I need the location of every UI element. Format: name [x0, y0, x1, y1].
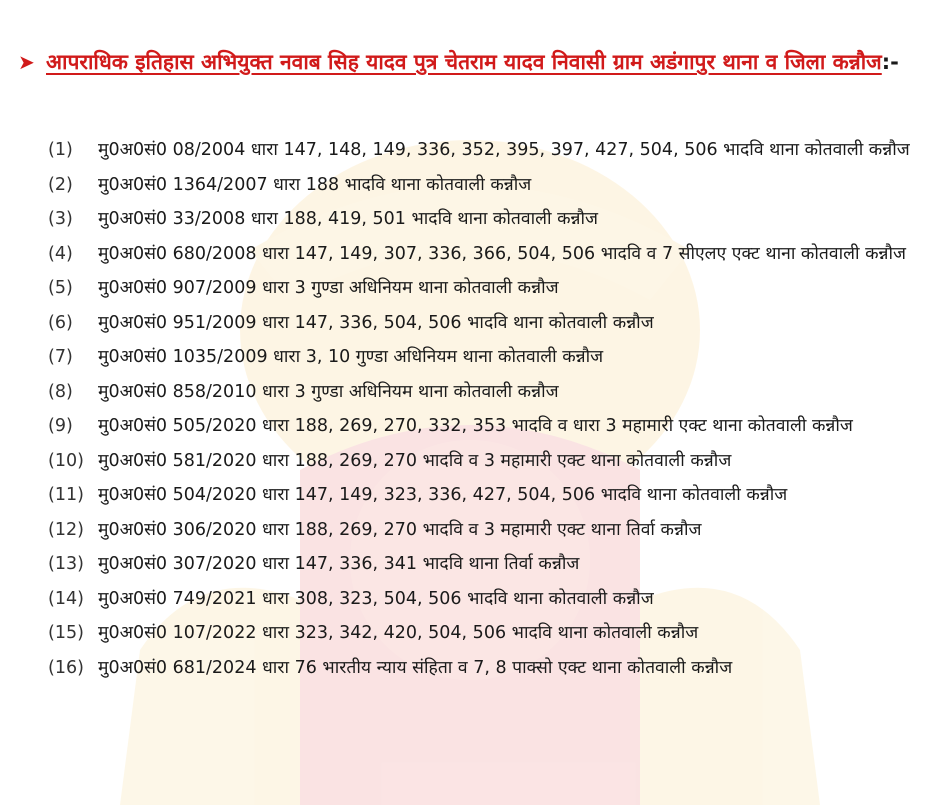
case-number: (15): [48, 623, 84, 643]
arrow-right-icon: ➤: [18, 50, 35, 74]
case-text: मु0अ0सं0 681/2024 धारा 76 भारतीय न्याय संहिता व 7, 8 पाक्सो एक्ट थाना कोतवाली कन्नौज: [98, 657, 733, 678]
case-number: (16): [48, 657, 84, 678]
heading-title: आपराधिक इतिहास अभियुक्त नवाब सिह यादव पुत्र चेतराम यादव निवासी ग्राम अडंगापुर थाना व जिला कन्नौज: [46, 50, 882, 74]
case-text: मु0अ0सं0 581/2020 धारा 188, 269, 270 भादवि व 3 महामारी एक्ट थाना कोतवाली कन्नौज: [98, 450, 732, 471]
case-item: [48, 547, 918, 582]
heading-suffix: :-: [881, 50, 899, 74]
case-item: [48, 340, 918, 375]
case-text: मु0अ0सं0 951/2009 धारा 147, 336, 504, 506 भादवि थाना कोतवाली कन्नौज: [98, 312, 654, 333]
case-text: मु0अ0सं0 505/2020 धारा 188, 269, 270, 332, 353 भादवि व धारा 3 महामारी एक्ट थाना कोतवाली कन्नौज: [98, 416, 853, 436]
case-text: मु0अ0सं0 307/2020 धारा 147, 336, 341 भादवि थाना तिर्वा कन्नौज: [98, 554, 580, 574]
case-number: (6): [48, 312, 73, 333]
case-item: [48, 651, 918, 686]
case-number: (5): [48, 278, 73, 298]
case-text: मु0अ0सं0 1364/2007 धारा 188 भादवि थाना कोतवाली कन्नौज: [98, 174, 532, 195]
case-text: मु0अ0सं0 1035/2009 धारा 3, 10 गुण्डा अधिनियम थाना कोतवाली कन्नौज: [98, 347, 604, 367]
case-text: मु0अ0सं0 107/2022 धारा 323, 342, 420, 504, 506 भादवि थाना कोतवाली कन्नौज: [98, 623, 699, 643]
case-item: [48, 375, 918, 410]
case-item: [48, 616, 918, 651]
case-item: [48, 202, 918, 237]
case-number: (1): [48, 140, 73, 160]
case-text: मु0अ0सं0 907/2009 धारा 3 गुण्डा अधिनियम थाना कोतवाली कन्नौज: [98, 278, 559, 298]
case-number: (11): [48, 485, 84, 505]
case-number: (10): [48, 450, 84, 471]
case-text: मु0अ0सं0 858/2010 धारा 3 गुण्डा अधिनियम थाना कोतवाली कन्नौज: [98, 381, 559, 402]
case-number: (14): [48, 588, 84, 609]
case-number: (8): [48, 381, 73, 402]
case-number: (7): [48, 347, 73, 367]
case-item: [48, 133, 918, 168]
case-number: (9): [48, 416, 73, 436]
case-item: [48, 513, 918, 548]
case-item: [48, 306, 918, 341]
case-item: [48, 237, 918, 272]
case-number: (2): [48, 174, 73, 195]
case-item: [48, 444, 918, 479]
case-item: [48, 271, 918, 306]
case-number: (12): [48, 519, 84, 540]
case-text: मु0अ0सं0 08/2004 धारा 147, 148, 149, 336, 352, 395, 397, 427, 504, 506 भादवि थाना कोतवाली कन्नौज: [98, 140, 910, 160]
case-number: (3): [48, 209, 73, 229]
case-text: मु0अ0सं0 504/2020 धारा 147, 149, 323, 336, 427, 504, 506 भादवि थाना कोतवाली कन्नौज: [98, 485, 788, 505]
case-text: मु0अ0सं0 33/2008 धारा 188, 419, 501 भादवि थाना कोतवाली कन्नौज: [98, 209, 599, 229]
case-item: [48, 582, 918, 617]
case-text: मु0अ0सं0 680/2008 धारा 147, 149, 307, 336, 366, 504, 506 भादवि व 7 सीएलए एक्ट थाना कोतवाली कन्नौज: [98, 243, 907, 264]
case-text: मु0अ0सं0 306/2020 धारा 188, 269, 270 भादवि व 3 महामारी एक्ट थाना तिर्वा कन्नौज: [98, 519, 702, 540]
case-number: (13): [48, 554, 84, 574]
case-number: (4): [48, 243, 73, 264]
case-text: मु0अ0सं0 749/2021 धारा 308, 323, 504, 506 भादवि थाना कोतवाली कन्नौज: [98, 588, 654, 609]
case-item: [48, 478, 918, 513]
case-list: [48, 133, 918, 685]
page-heading: [18, 44, 908, 80]
case-item: [48, 409, 918, 444]
case-item: [48, 168, 918, 203]
